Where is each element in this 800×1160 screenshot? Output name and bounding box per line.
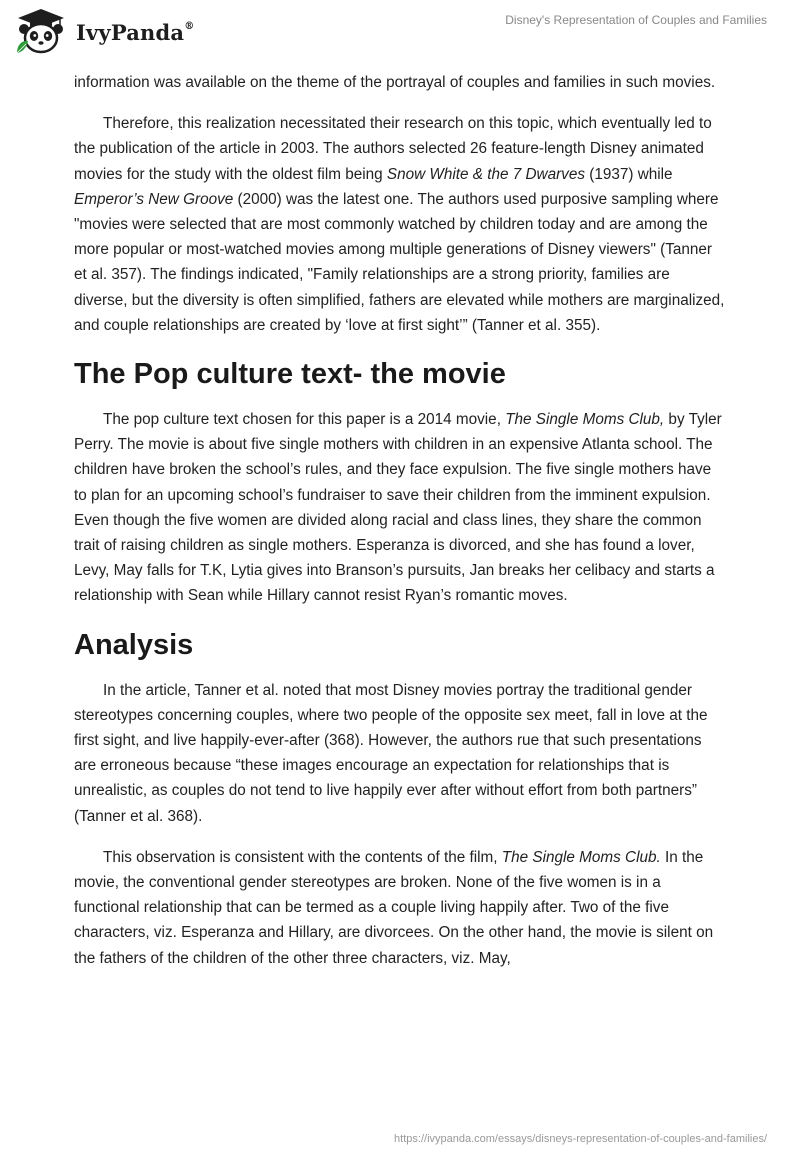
film-title-snow-white: Snow White & the 7 Dwarves [386, 165, 585, 183]
article-body [74, 70, 726, 987]
heading-pop-culture-text: The Pop culture text- the movie [74, 358, 506, 391]
film-title-single-moms-club-2: The Single Moms Club. [501, 848, 661, 866]
paragraph-analysis-2: This observation is consistent with the contents of the film, The Single Moms Club. In the movie, the conventional gender stereotypes are broken. None of the five women is in a functional relationship that can be termed as a couple living happily after. Two of the five characters, viz. Esperanza and Hillary, are divorcees. On the other hand, the movie is silent on the fathers of the children of the other three characters, viz. May, [74, 848, 714, 967]
panda-logo-icon [14, 7, 68, 57]
brand-name: IvyPanda® [76, 19, 195, 45]
page-header [0, 0, 800, 66]
paragraph-research: Therefore, this realization necessitated their research on this topic, which eventually led to the publication of the article in 2003. The authors selected 26 feature-length Disney animated movies for the study with the oldest film being Snow White & the 7 Dwarves (1937) while Emperor’s New Groove (2000) was the latest one. The authors used purposive sampling where "movies were selected that are most commonly watched by children today and are among the more popular or most-watched movies among multiple generations of Disney viewers" (Tanner et al. 357). The findings indicated, "Family relationships are a strong priority, families are diverse, but the diversity is often simplified, fathers are elevated while mothers are marginalized, and couple relationships are created by ‘love at first sight’” (Tanner et al. 355). [74, 115, 725, 334]
heading-analysis: Analysis [74, 628, 194, 661]
film-title-single-moms-club: The Single Moms Club, [505, 411, 665, 429]
source-url[interactable]: https://ivypanda.com/essays/disneys-representation-of-couples-and-families/ [394, 1133, 767, 1145]
paragraph-intro: information was available on the theme of the portrayal of couples and families in such movies. [74, 74, 716, 91]
document-title: Disney's Representation of Couples and Families [505, 13, 767, 27]
film-title-emperors-new-groove: Emperor’s New Groove [74, 190, 234, 208]
paragraph-movie-summary: The pop culture text chosen for this paper is a 2014 movie, The Single Moms Club, by Tyler Perry. The movie is about five single mothers with children in an expensive Atlanta school. The children have broken the school’s rules, and they face expulsion. The five single mothers have to plan for an upcoming school’s fundraiser to save their children from the imminent expulsion. Even though the five women are divided along racial and class lines, they share the common trait of raising children as single mothers. Esperanza is divorced, and she has found a lover, Levy, May falls for T.K, Lytia gives into Branson’s pursuits, Jan breaks her celibacy and starts a relationship with Sean while Hillary cannot resist Ryan’s romantic moves. [74, 411, 722, 605]
brand-logo[interactable] [14, 7, 194, 57]
paragraph-analysis-1: In the article, Tanner et al. noted that most Disney movies portray the traditional gender stereotypes concerning couples, where two people of the opposite sex meet, fall in love at the first sight, and live happily-ever-after (368). However, the authors rue that such presentations are erroneous because “these images encourage an expectation for relationships that is unrealistic, as couples do not tend to live happily ever after without effort from both partners” (Tanner et al. 368). [74, 681, 708, 825]
